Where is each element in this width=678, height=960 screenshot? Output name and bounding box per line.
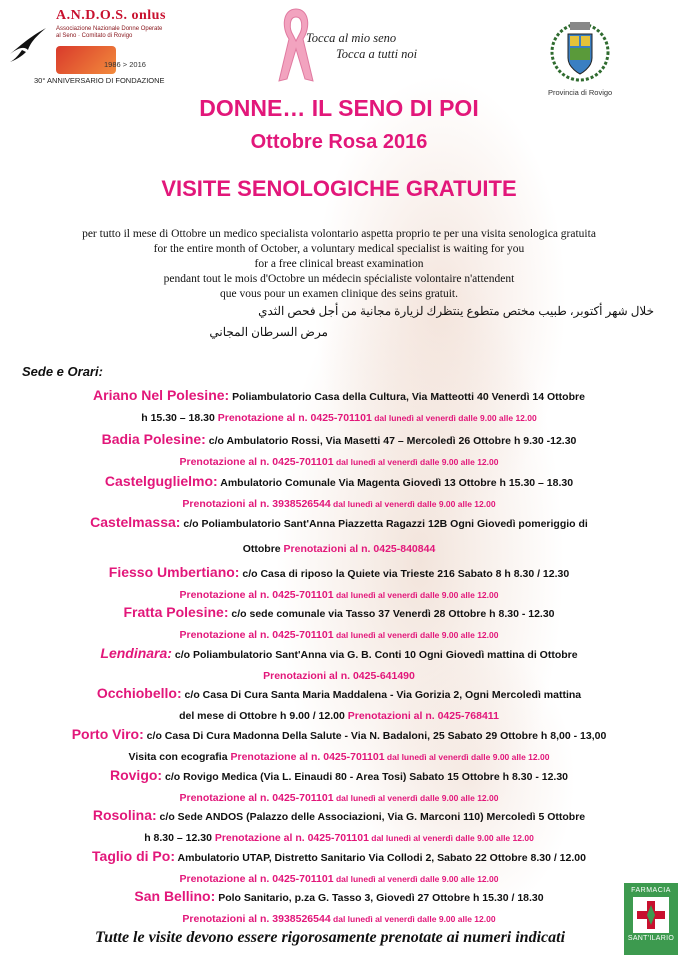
swallow-icon <box>8 24 48 64</box>
entry-booking: Prenotazione al n. 0425-701101 <box>179 456 334 468</box>
farmacia-logo <box>624 883 678 955</box>
intro-english-1: for the entire month of October, a voluntary medical specialist is waiting for you <box>153 243 525 255</box>
entry-city: Fratta Polesine: <box>123 604 229 620</box>
main-title: DONNE… IL SENO DI POI <box>199 95 479 121</box>
entry-detail: c/o Casa Di Cura Santa Maria Maddalena - Via Gorizia 2, Ogni Mercoledì mattina <box>181 689 582 701</box>
intro-english-2: for a free clinical breast examination <box>254 258 424 270</box>
entry-detail-2: h 8.30 – 12.30 <box>144 832 212 844</box>
entry-taglio-di-po <box>0 847 678 889</box>
entry-detail-2: Ottobre <box>242 543 281 555</box>
entry-booking-hours: dal lunedì al venerdì dalle 9.00 alle 12.00 <box>333 590 499 600</box>
entry-detail-2: h 15.30 – 18.30 <box>141 412 215 424</box>
entry-detail: Polo Sanitario, p.za G. Tasso 3, Giovedì 27 Ottobre h 15.30 / 18.30 <box>215 892 544 904</box>
footer-note: Tutte le visite devono essere rigorosamente prenotate ai numeri indicati <box>94 929 566 946</box>
entry-ariano <box>0 386 678 428</box>
motto-line-1: Tocca al mio seno <box>306 31 397 45</box>
entry-detail: c/o sede comunale via Tasso 37 Venerdì 28 Ottobre h 8.30 - 12.30 <box>228 608 555 620</box>
entry-booking: Prenotazioni al n. 3938526544 <box>182 498 331 510</box>
andos-brand: A.N.D.O.S. onlus <box>56 8 166 23</box>
andos-anniversary: 30° ANNIVERSARIO DI FONDAZIONE <box>34 76 165 85</box>
entry-booking: Prenotazione al n. 0425-701101 <box>211 832 369 844</box>
entry-detail: Poliambulatorio Casa della Cultura, Via Matteotti 40 Venerdì 14 Ottobre <box>229 391 585 403</box>
andos-logo <box>8 6 178 92</box>
entry-detail: c/o Casa di riposo la Quiete via Trieste 216 Sabato 8 h 8.30 / 12.30 <box>239 568 570 580</box>
entry-booking: Prenotazione al n. 0425-701101 <box>179 589 334 601</box>
entry-city: Castelguglielmo: <box>104 473 218 489</box>
entry-booking: Prenotazione al n. 0425-701101 <box>179 792 334 804</box>
entry-booking-hours: dal lunedì al venerdì dalle 9.00 alle 12.00 <box>333 630 499 640</box>
entry-city: San Bellino: <box>134 888 216 904</box>
entry-castelmassa <box>0 513 678 559</box>
intro-italian: per tutto il mese di Ottobre un medico specialista volontario aspetta proprio te per una visita senologica gratuita <box>82 228 596 240</box>
entry-city: Taglio di Po: <box>92 848 175 864</box>
entry-booking: Prenotazione al n. 0425-701101 <box>227 751 385 763</box>
entry-booking-hours: dal lunedì al venerdì dalle 9.00 alle 12.00 <box>330 914 496 924</box>
entry-booking-hours: dal lunedì al venerdì dalle 9.00 alle 12.00 <box>371 413 537 423</box>
entry-city: Rosolina: <box>92 807 157 823</box>
entry-detail-2: del mese di Ottobre h 9.00 / 12.00 <box>179 710 345 722</box>
entry-detail: c/o Rovigo Medica (Via L. Einaudi 80 - Area Tosi) Sabato 15 Ottobre h 8.30 - 12.30 <box>162 771 569 783</box>
entry-san-bellino <box>0 887 678 929</box>
entry-detail: c/o Ambulatorio Rossi, Via Masetti 47 – Mercoledì 26 Ottobre h 9.30 -12.30 <box>205 435 577 447</box>
motto <box>306 30 417 62</box>
intro-french-1: pendant tout le mois d'Octobre un médecin spécialiste volontaire n'attendent <box>163 273 515 285</box>
intro-arabic-2: مرض السرطان المجاني <box>209 325 328 339</box>
pharmacy-cross-icon <box>633 897 669 933</box>
entry-detail: c/o Poliambulatorio Sant'Anna via G. B. Conti 10 Ogni Giovedì mattina di Ottobre <box>171 649 578 661</box>
entry-booking: Prenotazioni al n. 3938526544 <box>182 913 331 925</box>
subtitle: Ottobre Rosa 2016 <box>250 131 428 153</box>
entry-detail: c/o Sede ANDOS (Palazzo delle Associazioni, Via G. Marconi 110) Mercoledì 5 Ottobre <box>156 811 586 823</box>
entry-rovigo <box>0 766 678 808</box>
entry-booking: Prenotazione al n. 0425-701101 <box>179 629 334 641</box>
entry-city: Occhiobello: <box>96 685 182 701</box>
farmacia-name: SANT'ILARIO <box>627 935 675 942</box>
entry-fratta <box>0 603 678 645</box>
intro-french-2: que vous pour un examen clinique des seins gratuit. <box>220 288 458 300</box>
entry-booking-hours: dal lunedì al venerdì dalle 9.00 alle 12.00 <box>384 752 550 762</box>
motto-line-2: Tocca a tutti noi <box>336 47 418 61</box>
entry-porto-viro <box>0 725 678 767</box>
entry-city: Badia Polesine: <box>101 431 206 447</box>
andos-years: 1986 > 2016 <box>104 60 146 69</box>
entry-fiesso <box>0 563 678 605</box>
entry-rosolina <box>0 806 678 848</box>
entry-occhiobello <box>0 684 678 726</box>
headline: VISITE SENOLOGICHE GRATUITE <box>161 176 517 201</box>
entry-booking: Prenotazioni al n. 0425-641490 <box>263 670 415 682</box>
entry-detail: c/o Poliambulatorio Sant'Anna Piazzetta Ragazzi 12B Ogni Giovedì pomeriggio di <box>180 518 588 530</box>
entry-booking-hours: dal lunedì al venerdì dalle 9.00 alle 12.00 <box>330 499 496 509</box>
entry-city: Ariano Nel Polesine: <box>93 387 230 403</box>
entry-city: Fiesso Umbertiano: <box>108 564 240 580</box>
entry-detail: Ambulatorio Comunale Via Magenta Giovedì 13 Ottobre h 15.30 – 18.30 <box>217 477 574 489</box>
entry-city: Rovigo: <box>109 767 163 783</box>
entry-booking-hours: dal lunedì al venerdì dalle 9.00 alle 12.00 <box>368 833 534 843</box>
intro-text <box>0 227 678 340</box>
entry-detail: Ambulatorio UTAP, Distretto Sanitario Via Collodi 2, Sabato 22 Ottobre 8.30 / 12.00 <box>175 852 586 864</box>
entry-booking-hours: dal lunedì al venerdì dalle 9.00 alle 12.00 <box>333 457 499 467</box>
entry-booking-hours: dal lunedì al venerdì dalle 9.00 alle 12.00 <box>333 793 499 803</box>
entry-city: Porto Viro: <box>71 726 144 742</box>
entry-lendinara <box>0 644 678 686</box>
entry-city: Lendinara: <box>100 645 172 661</box>
farmacia-label: FARMACIA <box>631 887 671 894</box>
andos-subtitle: Associazione Nazionale Donne Operate al Seno · Comitato di Rovigo <box>56 26 163 39</box>
entry-detail: c/o Casa Di Cura Madonna Della Salute - Via N. Badaloni, 25 Sabato 29 Ottobre h 8,00 - 13,00 <box>143 730 607 742</box>
entry-detail-2: Visita con ecografia <box>128 751 228 763</box>
sede-label: Sede e Orari: <box>22 364 103 379</box>
entry-castelguglielmo <box>0 472 678 514</box>
entry-booking: Prenotazione al n. 0425-701101 <box>179 873 334 885</box>
entry-booking: Prenotazioni al n. 0425-840844 <box>280 543 436 555</box>
province-label: Provincia di Rovigo <box>548 88 613 97</box>
entry-city: Castelmassa: <box>90 514 181 530</box>
intro-arabic-1: خلال شهر أكتوبر، طبيب مختص متطوع ينتظرك لزيارة مجانية من أجل فحص الثدي <box>258 304 654 318</box>
entry-badia <box>0 430 678 472</box>
entry-booking-hours: dal lunedì al venerdì dalle 9.00 alle 12.00 <box>333 874 499 884</box>
entry-booking: Prenotazione al n. 0425-701101 <box>214 412 372 424</box>
province-crest-icon <box>548 18 612 88</box>
entry-booking: Prenotazioni al n. 0425-768411 <box>344 710 499 722</box>
